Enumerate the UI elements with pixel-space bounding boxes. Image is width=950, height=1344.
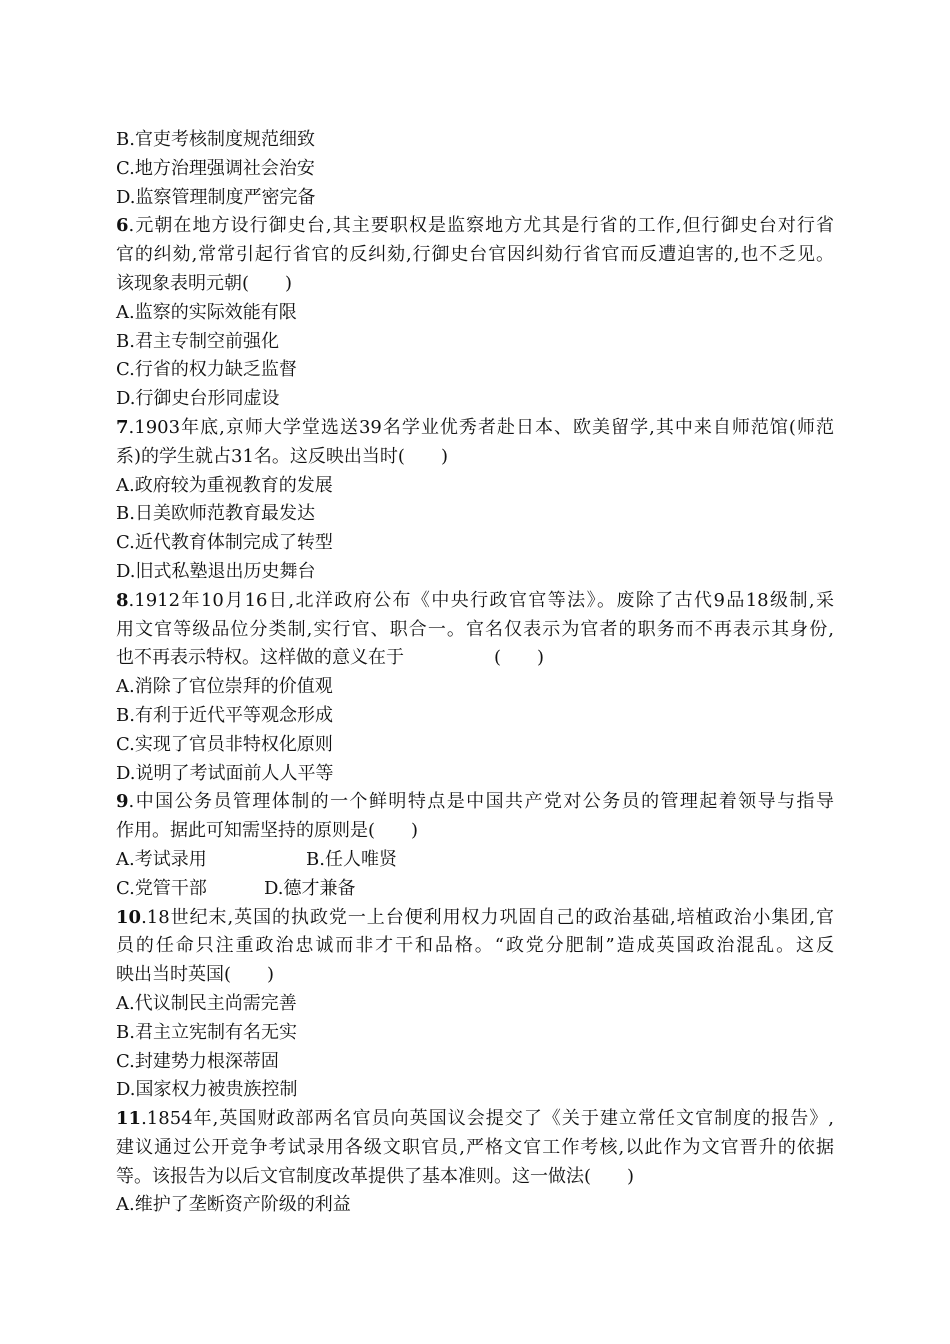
question-10 <box>116 904 834 1106</box>
question-stem-line: 也不再表示特权。这样做的意义在于 ( ) <box>116 647 545 669</box>
option-c: C.近代教育体制完成了转型 <box>116 532 333 554</box>
question-number: 10 <box>116 906 142 928</box>
option-c: C.行省的权力缺乏监督 <box>116 359 297 381</box>
option-a: A.考试录用 <box>116 848 207 870</box>
question-number: 7 <box>116 416 129 438</box>
question-stem-line: 建议通过公开竞争考试录用各级文职官员,严格文官工作考核,以此作为文官晋升的依据 <box>116 1136 834 1158</box>
question-number: 6 <box>116 215 129 237</box>
option-b: B.任人唯贤 <box>306 848 397 870</box>
option-a: A.政府较为重视教育的发展 <box>116 474 333 496</box>
question-8 <box>116 587 834 789</box>
option-a: A.代议制民主尚需完善 <box>116 992 297 1014</box>
option-d: D.说明了考试面前人人平等 <box>116 762 334 784</box>
stem-text: .18世纪末,英国的执政党一上台便利用权力巩固自己的政治基础,培植政治小集团,官 <box>141 906 834 928</box>
option-c: C.实现了官员非特权化原则 <box>116 733 333 755</box>
exam-page <box>116 126 834 1220</box>
question-stem-line: 用文官等级品位分类制,实行官、职合一。官名仅表示为官者的职务而不再表示其身份, <box>116 618 834 640</box>
question-number: 8 <box>116 589 129 611</box>
prev-question-options <box>116 126 834 212</box>
question-stem-line: 等。该报告为以后文官制度改革提供了基本准则。这一做法( ) <box>116 1165 635 1187</box>
question-stem-line <box>116 212 834 241</box>
option-d: D.监察管理制度严密完备 <box>116 186 316 208</box>
option-d: D.国家权力被贵族控制 <box>116 1079 298 1101</box>
question-number: 9 <box>116 791 129 813</box>
stem-text: .1912年10月16日,北洋政府公布《中央行政官官等法》。废除了古代9品18级制,采 <box>128 589 834 611</box>
question-stem-line: 官的纠劾,常常引起行省官的反纠劾,行御史台官因纠劾行省官而反遭迫害的,也不乏见。 <box>116 244 834 266</box>
question-stem-line: 作用。据此可知需坚持的原则是( ) <box>116 820 419 842</box>
question-6 <box>116 212 834 414</box>
option-row <box>116 875 834 904</box>
option-b: B.日美欧师范教育最发达 <box>116 503 315 525</box>
question-11 <box>116 1105 834 1220</box>
question-stem-line <box>116 587 834 616</box>
option-b: B.君主立宪制有名无实 <box>116 1021 297 1043</box>
option-b: B.君主专制空前强化 <box>116 330 279 352</box>
option-b: B.官吏考核制度规范细致 <box>116 129 315 150</box>
question-stem-line <box>116 414 834 443</box>
stem-text: .元朝在地方设行御史台,其主要职权是监察地方尤其是行省的工作,但行御史台对行省 <box>128 215 834 237</box>
option-a: A.消除了官位崇拜的价值观 <box>116 676 333 698</box>
option-a: A.监察的实际效能有限 <box>116 301 297 323</box>
stem-text: .1854年,英国财政部两名官员向英国议会提交了《关于建立常任文官制度的报告》, <box>141 1108 834 1130</box>
option-c: C.地方治理强调社会治安 <box>116 157 315 179</box>
question-stem-line <box>116 788 834 817</box>
option-d: D.行御史台形同虚设 <box>116 388 280 410</box>
question-stem-line: 映出当时英国( ) <box>116 964 275 986</box>
option-b: B.有利于近代平等观念形成 <box>116 704 333 726</box>
option-c: C.封建势力根深蒂固 <box>116 1050 279 1072</box>
question-7 <box>116 414 834 587</box>
option-a: A.维护了垄断资产阶级的利益 <box>116 1194 351 1216</box>
question-number: 11 <box>116 1108 142 1130</box>
option-c: C.党管干部 <box>116 877 207 899</box>
stem-text: .1903年底,京师大学堂选送39名学业优秀者赴日本、欧美留学,其中来自师范馆(师范 <box>128 416 834 438</box>
question-stem-line: 员的任命只注重政治忠诚而非才干和品格。“政党分肥制”造成英国政治混乱。这反 <box>116 935 834 957</box>
question-stem-line: 系)的学生就占31名。这反映出当时( ) <box>116 445 448 467</box>
question-9 <box>116 788 834 903</box>
question-stem-line: 该现象表明元朝( ) <box>116 272 293 294</box>
stem-text: .中国公务员管理体制的一个鲜明特点是中国共产党对公务员的管理起着领导与指导 <box>128 791 834 813</box>
option-row <box>116 846 834 875</box>
question-stem-line <box>116 1105 834 1134</box>
option-d: D.旧式私塾退出历史舞台 <box>116 560 316 582</box>
option-d: D.德才兼备 <box>264 877 356 899</box>
question-stem-line <box>116 904 834 933</box>
